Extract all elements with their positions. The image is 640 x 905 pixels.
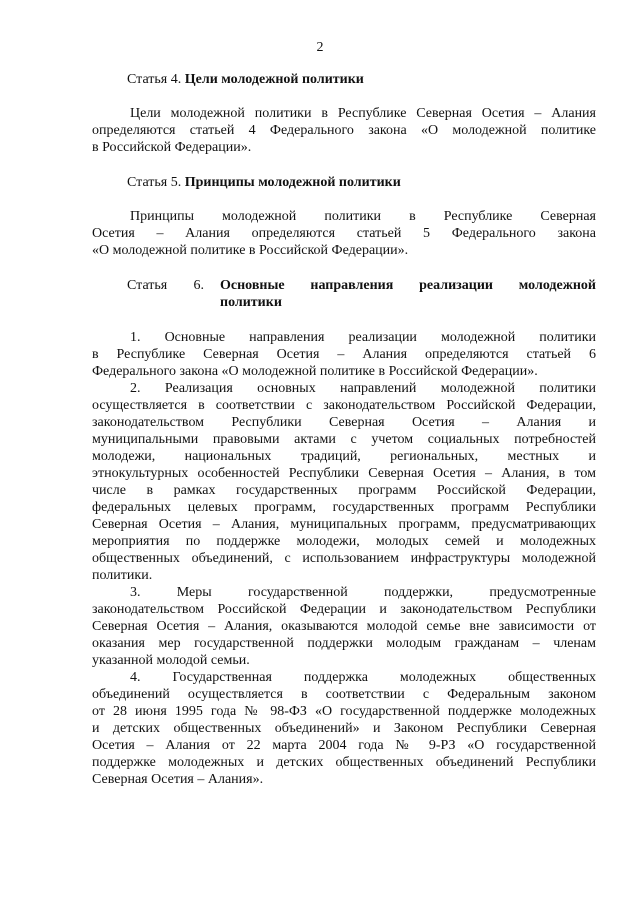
article-6-p2-line: муниципальными правовыми актами с учетом социальных потребностей bbox=[92, 432, 596, 447]
article-6-title-line-2: политики bbox=[220, 295, 282, 310]
article-6-title-line-1 bbox=[220, 277, 596, 294]
article-5-line: Принципы молодежной политики в Республике Северная bbox=[130, 209, 596, 224]
article-6-p4-line: Осетия – Алания от 22 марта 2004 года № 9-РЗ «О государственной bbox=[92, 738, 596, 753]
article-6-p4-line: Северная Осетия – Алания». bbox=[92, 772, 264, 787]
article-6-p3-line: 3. Меры государственной поддержки, предусмотренные bbox=[130, 585, 596, 600]
article-6-p2-line: законодательством Республики Северная Осетия – Алания и bbox=[92, 415, 596, 430]
article-5-title: Принципы молодежной политики bbox=[184, 175, 401, 190]
article-6-p1-line: в Республике Северная Осетия – Алания определяются статьей 6 bbox=[92, 347, 596, 362]
article-6-p2-line: мероприятия по поддержке молодежи, молодых семей и молодежных bbox=[92, 534, 596, 549]
article-6-title-word: направления bbox=[310, 278, 394, 293]
article-5-line: Осетия – Алания определяются статьей 5 Федерального закона bbox=[92, 226, 596, 241]
article-6-label-word: Статья bbox=[127, 278, 168, 293]
article-6-title-word: реализации bbox=[419, 278, 493, 293]
article-6-p3-line: законодательством Российской Федерации и законодательством Республики bbox=[92, 602, 596, 617]
article-5-label: Статья 5. bbox=[127, 175, 182, 190]
article-6-label-number: 6. bbox=[193, 278, 204, 293]
article-6-p1-line: Федерального закона «О молодежной политике в Российской Федерации». bbox=[92, 364, 538, 379]
article-6-p1-line: 1. Основные направления реализации молодежной политики bbox=[130, 330, 596, 345]
article-5-line: «О молодежной политике в Российской Федерации». bbox=[92, 243, 409, 258]
article-6-p2-line: молодежи, национальных традиций, региональных, местных и bbox=[92, 449, 596, 464]
article-4-heading bbox=[127, 71, 364, 88]
article-6-p4-line: 4. Государственная поддержка молодежных общественных bbox=[130, 670, 596, 685]
article-6-p2-line: 2. Реализация основных направлений молодежной политики bbox=[130, 381, 596, 396]
page-number: 2 bbox=[316, 40, 324, 55]
article-6-p2-line: числе в рамках государственных программ Российской Федерации, bbox=[92, 483, 596, 498]
article-6-p4-line: от 28 июня 1995 года № 98-ФЗ «О государственной поддержке молодежных bbox=[92, 704, 596, 719]
article-6-p3-line: оказания мер государственной поддержки молодым гражданам – членам bbox=[92, 636, 596, 651]
article-4-title: Цели молодежной политики bbox=[184, 72, 364, 87]
article-6-p3-line: Северная Осетия – Алания, оказываются молодой семье вне зависимости от bbox=[92, 619, 596, 634]
article-6-p2-line: этнокультурных особенностей Республики Северная Осетия – Алания, в том bbox=[92, 466, 596, 481]
article-6-p4-line: и детских общественных объединений» и Законом Республики Северная bbox=[92, 721, 596, 736]
article-4-label: Статья 4. bbox=[127, 72, 182, 87]
article-6-p3-line: указанной молодой семьи. bbox=[92, 653, 250, 668]
article-4-line: в Российской Федерации». bbox=[92, 140, 252, 155]
article-6-p2-line: Северная Осетия – Алания, муниципальных программ, предусматривающих bbox=[92, 517, 596, 532]
article-4-line: определяются статьей 4 Федерального закона «О молодежной политике bbox=[92, 123, 596, 138]
article-4-line: Цели молодежной политики в Республике Северная Осетия – Алания bbox=[130, 106, 596, 121]
article-6-p2-line: осуществляется в соответствии с законодательством Российской Федерации, bbox=[92, 398, 596, 413]
article-6-label bbox=[127, 277, 204, 294]
article-6-p2-line: политики. bbox=[92, 568, 153, 583]
article-6-title-word: Основные bbox=[220, 278, 285, 293]
article-6-p2-line: общественных объединений, с использованием инфраструктуры молодежной bbox=[92, 551, 596, 566]
article-6-p4-line: поддержке молодежных и детских общественных объединений Республики bbox=[92, 755, 596, 770]
article-6-title-word: молодежной bbox=[518, 278, 596, 293]
article-6-p4-line: объединений осуществляется в соответствии с Федеральным законом bbox=[92, 687, 596, 702]
article-6-p2-line: федеральных целевых программ, государственных программ Республики bbox=[92, 500, 596, 515]
article-5-heading bbox=[127, 174, 401, 191]
